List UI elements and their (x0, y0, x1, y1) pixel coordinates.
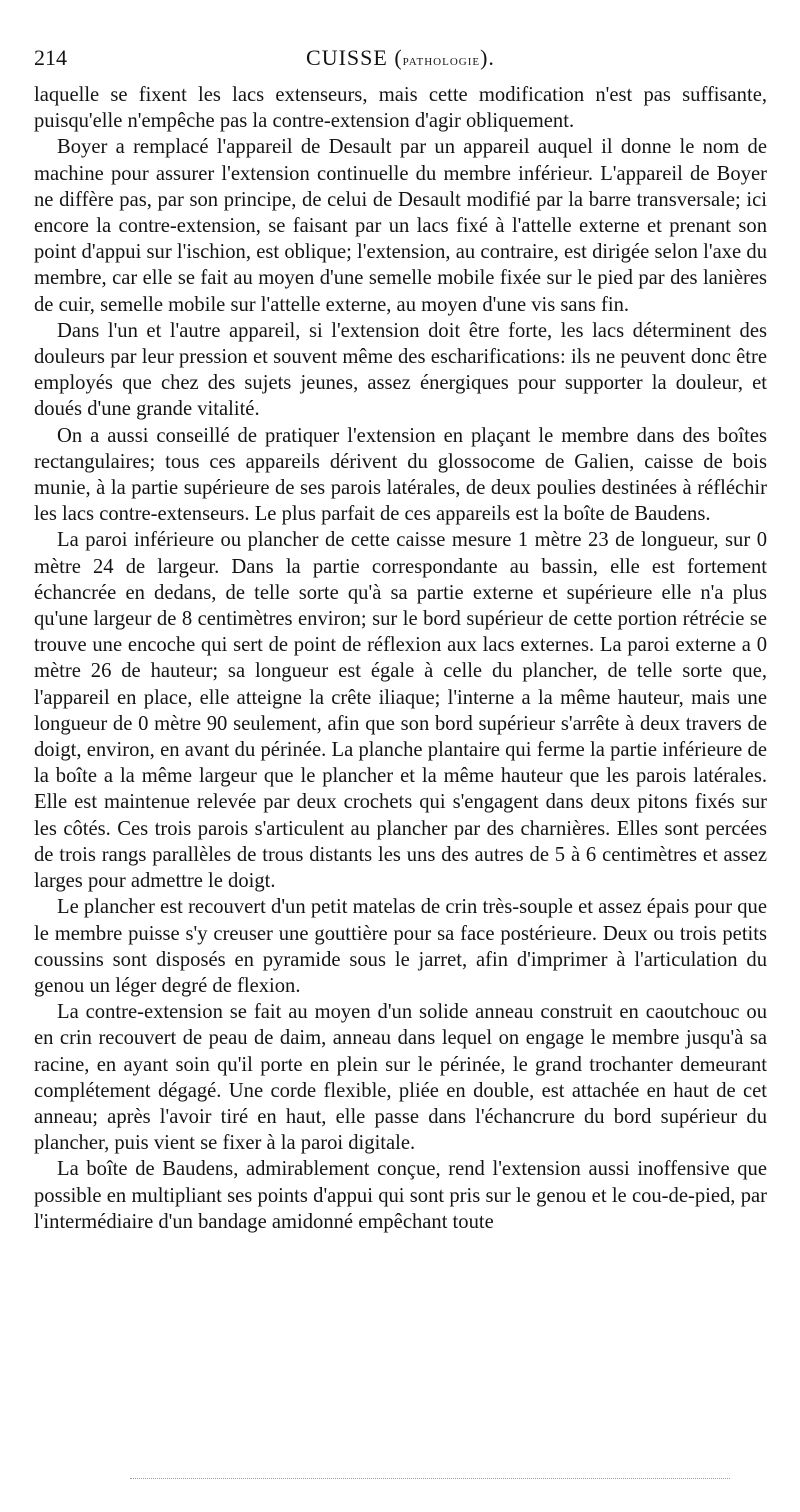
title-subtitle: pathologie (402, 53, 481, 69)
title-main: CUISSE ( (306, 45, 403, 70)
paragraph: laquelle se fixent les lacs extenseurs, mais cette modification n'est pas suffisante, puisqu'elle n'empêche pas la contre-extension d'agir obliquement. (34, 84, 767, 133)
body-text (34, 82, 767, 1235)
page-number: 214 (34, 45, 67, 70)
running-head (34, 40, 767, 76)
paragraph: Le plancher est recouvert d'un petit matelas de crin très-souple et assez épais pour que le membre puisse s'y creuser une gouttière pour sa face postérieure. Deux ou trois petits coussins sont disposés en pyramide sous le jarret, afin d'imprimer à l'articulation du genou un léger degré de flexion. (34, 896, 767, 997)
paragraph: La paroi inférieure ou plancher de cette caisse mesure 1 mètre 23 de longueur, sur 0 mètre 24 de largeur. Dans la partie correspondante au bassin, elle est fortement échancrée en dedans, de telle sorte qu'à sa partie externe et supérieure elle n'a plus qu'une largeur de 8 centimètres environ; sur le bord supérieur de cette portion rétrécie se trouve une encoche qui sert de point de réflexion aux lacs externes. La paroi externe a 0 mètre 26 de hauteur; sa longueur est égale à celle du plancher, de telle sorte que, l'appareil en place, elle atteigne la crête iliaque; l'interne a la même hauteur, mais une longueur de 0 mètre 90 seulement, afin que son bord supérieur s'arrête à deux travers de doigt, environ, en avant du périnée. La planche plantaire qui ferme la partie inférieure de la boîte a la même largeur que le plancher et la même hauteur que les parois latérales. Elle est maintenue relevée par deux crochets qui s'engagent dans deux pitons fixés sur les côtés. Ces trois parois s'articulent au plancher par des charnières. Elles sont percées de trois rangs parallèles de trous distants les uns des autres de 5 à 6 centimètres et assez larges pour admettre le doigt. (34, 529, 767, 893)
paragraph: Dans l'un et l'autre appareil, si l'extension doit être forte, les lacs déterminent des douleurs par leur pression et souvent même des escharifications: ils ne peuvent donc être employés que chez des sujets jeunes, assez énergiques pour supporter la douleur, et doués d'une grande vitalité. (34, 319, 767, 421)
paragraph: On a aussi conseillé de pratiquer l'extension en plaçant le membre dans des boîtes rectangulaires; tous ces appareils dérivent du glossocome de Galien, caisse de bois munie, à la partie supérieure de ses parois latérales, de deux poulies destinées à réfléchir les lacs contre-extenseurs. Le plus parfait de ces appareils est la boîte de Baudens. (34, 424, 767, 526)
paragraph: Boyer a remplacé l'appareil de Desault par un appareil auquel il donne le nom de machine pour assurer l'extension continuelle du membre inférieur. L'appareil de Boyer ne diffère pas, par son principe, de celui de Desault modifié par la barre transversale; ici encore la contre-extension, se faisant par un lacs fixé à l'attelle externe et prenant son point d'appui sur l'ischion, est oblique; l'extension, au contraire, est dirigée selon l'axe du membre, car elle se fait au moyen d'une semelle mobile fixée sur le pied par des lanières de cuir, semelle mobile sur l'attelle externe, au moyen d'une vis sans fin. (34, 136, 767, 316)
title-end: ). (480, 45, 495, 70)
footer-rule (130, 1478, 730, 1479)
paragraph: La contre-extension se fait au moyen d'un solide anneau construit en caoutchouc ou en crin recouvert de peau de daim, anneau dans lequel on engage le membre jusqu'à sa racine, en ayant soin qu'il porte en plein sur le périnée, le grand trochanter demeurant complétement dégagé. Une corde flexible, pliée en double, est attachée en haut de cet anneau; après l'avoir tiré en haut, elle passe dans l'échancrure du bord supérieur du plancher, puis vient se fixer à la paroi digitale. (34, 1001, 767, 1155)
page-title (34, 40, 767, 79)
book-page (34, 40, 767, 1235)
paragraph: La boîte de Baudens, admirablement conçue, rend l'extension aussi inoffensive que possible en multipliant ses points d'appui qui sont pris sur le genou et le cou-de-pied, par l'intermédiaire d'un bandage amidonné empêchant toute (34, 1158, 767, 1233)
